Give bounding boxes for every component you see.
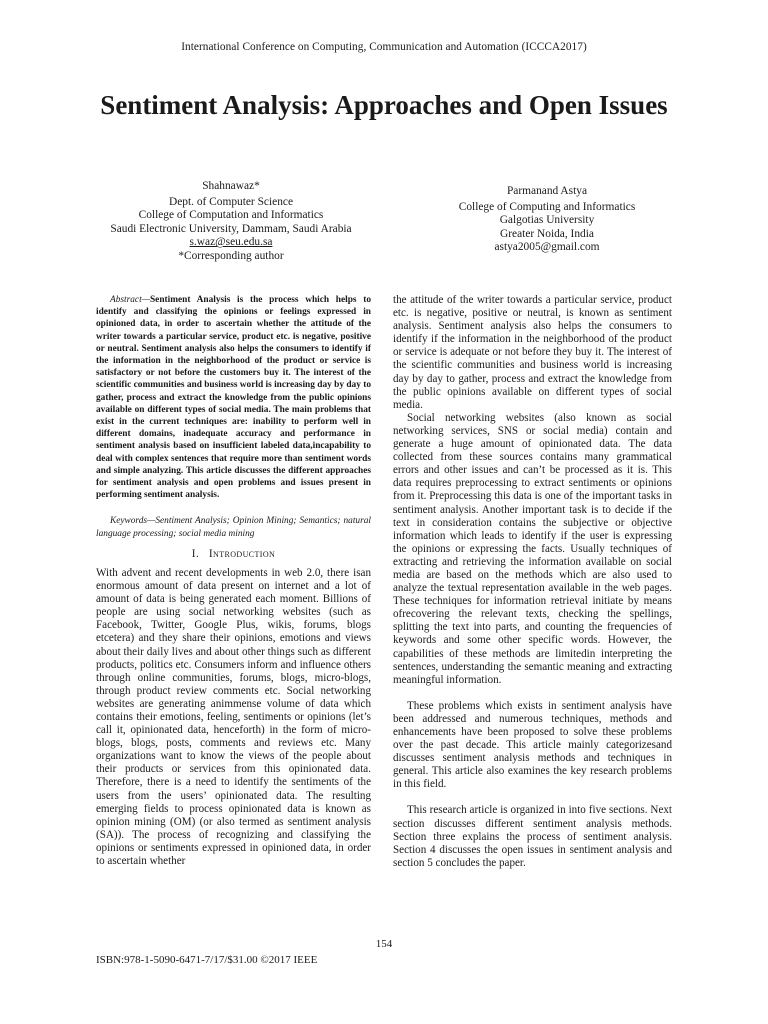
keywords: Keywords—Sentiment Analysis; Opinion Mining; Semantics; natural language processing; social media mining bbox=[96, 516, 371, 539]
author-1-college: College of Computation and Informatics bbox=[138, 209, 324, 222]
intro-paragraph-3: Social networking websites (also known as social networking services, SNS or social media) contain and generate a huge amount of opinionated data. The data collected from these sources contains many grammatical errors and other issues and can’t be processed as it is. This data requires preprocessing to extract sentiments or opinions from it. Preprocessing this data is one of the important tasks in sentiment analysis. Another important task is to decide if the text in consideration contains the subjective or objective information which leads to identify if the user is expressing the opinions or expressing the facts. Usually techniques of extracting and retrieving the information available on social media are based on the methods which are also used to analyze the textual representation available in the web pages. These techniques for information retrieval initiate by means ofrecovering the relevant texts, checking the spellings, splitting the text into parts, and counting the frequencies of keywords and some other specific words. However, the capabilities of these methods are limitedin interpreting the sentences, understanding the semantic meaning and extracting meaningful information. bbox=[393, 411, 672, 686]
author-2-name: Parmanand Astya bbox=[506, 185, 588, 197]
intro-paragraph-2: the attitude of the writer towards a particular service, product etc. is negative, positive or neutral, is known as sentiment analysis. Sentiment analysis also helps the consumers to identify if the information in the neighborhood of the product or service is adequate or not before they buy it. The interest of the scientific communities and business world is increasing day by day to gather, process and extract the knowledge from the public opinions available on different types of social media. bbox=[393, 294, 672, 411]
author-2 bbox=[406, 185, 688, 255]
intro-paragraph-4: These problems which exists in sentiment analysis have been addressed and numerous techniques, methods and enhancements have been proposed to solve these problems over the past decade. This article mainly categorizesand discusses sentiment analysis methods and techniques in general. This article also examines the key research problems in this field. bbox=[393, 699, 672, 791]
author-2-location: Greater Noida, India bbox=[500, 227, 594, 240]
author-1-university: Saudi Electronic University, Dammam, Saudi Arabia bbox=[110, 222, 352, 235]
intro-paragraph-1: With advent and recent developments in web 2.0, there isan enormous amount of data present on internet and a lot of amount of data is being generated each moment. Billions of people are using social networking websites (such as Facebook, Twitter, Google Plus, wikis, forums, blogs etcetera) and they share their opinions, emotions and views about their daily lives and about other things such as different products, politics etc. Consumers inform and influence others through online communities, forums, blogs, micro-blogs, through product review comments etc. Social networking websites are generating animmense volume of data which contains their emotions, feeling, sentiments or opinions (let’s call it, opinionated data, henceforth) in the form of micro-blogs, blogs, posts, comments and reviews etc. Many organizations want to know the views of the people about their products or services from this opinionated data. Therefore, there is a need to identify the sentiments of the users from the users’ opinionated data. The resulting emerging fields to process opinionated data is known as opinion mining (OM) (or also termed as sentiment analysis (SA)). The process of recognizing and classifying the opinions or sentiments expressed in opinioned data, in order to ascertain whether bbox=[96, 566, 371, 868]
author-2-college: College of Computing and Informatics bbox=[458, 200, 636, 213]
conference-header: International Conference on Computing, Communication and Automation (ICCCA2017) bbox=[181, 41, 587, 53]
abstract-text: Sentiment Analysis is the process which helps to identify and classifying the opinions or feelings expressed in opinioned data, in order to ascertain whether the attitude of the writer towards a particular service, product etc. is negative, positive or neutral. Sentiment analysis also helps the consumers to identify if the information in the neighborhood of the product or service is satisfactory or not before the customers buy it. The interest of the scientific communities and business world is increasing day by day to gather, process and extract the knowledge from the public opinions available on different types of social media. The main problems that exist in the current techniques are: inability to perform well in different domains, inadequate accuracy and performance in sentiment analysis based on insufficient labeled data,incapability to deal with complex sentences that require more than sentiment words and simple analyzing. This article discusses the different approaches for sentiment analysis and open problems and issues present in performing sentiment analysis. bbox=[96, 295, 371, 501]
right-column bbox=[393, 294, 672, 870]
abstract-lead: Abstract— bbox=[110, 295, 150, 305]
intro-paragraph-5: This research article is organized in into five sections. Next section discusses different sentiment analysis methods. Section three explains the process of sentiment analysis. Section 4 discusses the open issues in sentiment analysis and section 5 concludes the paper. bbox=[393, 804, 672, 869]
author-1-dept: Dept. of Computer Science bbox=[169, 195, 293, 208]
author-1-name: Shahnawaz* bbox=[202, 180, 260, 192]
author-1 bbox=[96, 180, 366, 264]
page-number: 154 bbox=[375, 938, 393, 950]
paper-title: Sentiment Analysis: Approaches and Open Issues bbox=[100, 90, 668, 120]
author-1-note: *Corresponding author bbox=[178, 249, 284, 262]
author-1-email-link[interactable]: s.waz@seu.edu.sa bbox=[189, 236, 273, 249]
left-column bbox=[96, 294, 371, 868]
section-heading-introduction bbox=[96, 548, 371, 561]
author-2-email: astya2005@gmail.com bbox=[494, 241, 600, 254]
abstract bbox=[96, 294, 371, 501]
author-2-university: Galgotias University bbox=[499, 214, 595, 227]
section-number: I. bbox=[191, 547, 200, 560]
section-title: Introduction bbox=[208, 547, 276, 560]
isbn-footer: ISBN:978-1-5090-6471-7/17/$31.00 ©2017 IEEE bbox=[96, 954, 318, 966]
